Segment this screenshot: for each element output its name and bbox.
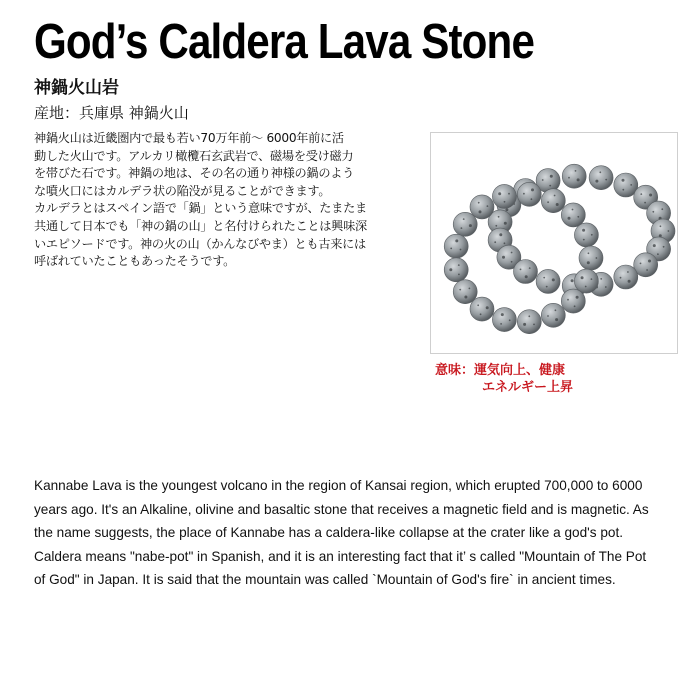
- lava-bead: [579, 246, 603, 270]
- bead-pore: [502, 256, 505, 259]
- description-en-line: years ago. It's an Alkaline, olivine and basaltic stone that receives a magnetic field and is magnetic. As: [34, 501, 649, 517]
- bead-pore: [627, 271, 629, 273]
- bead-pore: [487, 205, 489, 207]
- bead-pore: [585, 286, 587, 288]
- bead-pore: [577, 178, 580, 181]
- bead-pore: [550, 175, 553, 178]
- bead-pore: [480, 313, 482, 315]
- description-jp-line: を帯びた石です。神鍋の地は、その名の通り神様の鍋のよう: [34, 166, 354, 181]
- bead-pore: [494, 241, 496, 243]
- bead-pore: [504, 201, 506, 203]
- bead-pore: [543, 277, 545, 279]
- bead-pore: [523, 193, 525, 195]
- bead-pore: [486, 306, 489, 309]
- bead-pore: [577, 216, 579, 218]
- bead-pore: [640, 193, 642, 195]
- bead-pore: [449, 268, 452, 271]
- bead-pore: [508, 193, 510, 195]
- bead-pore: [622, 179, 625, 182]
- bead-pore: [531, 188, 534, 191]
- bead-pore: [587, 261, 590, 264]
- bead-pore: [657, 253, 659, 255]
- lava-bead: [453, 280, 477, 304]
- bead-pore: [581, 276, 584, 279]
- bead-pore: [463, 218, 465, 220]
- bead-pore: [668, 230, 670, 232]
- bead-pore: [505, 208, 508, 211]
- bead-pore: [663, 246, 665, 248]
- bead-pore: [555, 309, 557, 311]
- lava-bead: [492, 308, 516, 332]
- bead-pore: [591, 234, 593, 236]
- bead-pore: [575, 170, 577, 172]
- lava-bead: [453, 212, 477, 236]
- bead-pore: [588, 252, 590, 254]
- bead-pore: [555, 318, 558, 321]
- bead-pore: [549, 185, 551, 187]
- description-jp: [34, 130, 429, 271]
- bead-pore: [469, 288, 471, 290]
- lava-bead: [562, 164, 586, 188]
- bead-pore: [464, 296, 467, 299]
- bead-pore: [620, 277, 622, 279]
- bead-pore: [500, 323, 502, 325]
- bead-pore: [450, 248, 452, 250]
- bead-pore: [552, 278, 555, 281]
- lava-bead: [517, 182, 541, 206]
- bead-pore: [605, 286, 607, 288]
- lava-bead: [614, 265, 638, 289]
- bead-pore: [576, 296, 579, 299]
- bead-pore: [479, 210, 482, 213]
- bead-pore: [460, 249, 462, 251]
- description-jp-line: 共通して日本でも「神の鍋の山」と名付けられたことは興味深: [34, 218, 367, 233]
- bead-pore: [599, 171, 601, 173]
- bead-pore: [568, 177, 570, 179]
- description-en-line: Kannabe Lava is the youngest volcano in the region of Kansai region, which erupted 700,000 to 6000: [34, 478, 643, 493]
- bead-pore: [596, 257, 598, 259]
- bead-pore: [595, 180, 598, 183]
- bead-pore: [499, 233, 502, 236]
- bead-pore: [646, 269, 648, 271]
- lava-bead: [444, 234, 468, 258]
- description-jp-line: な噴火口にはカルデラ状の陥没が見ることができます。: [34, 183, 331, 198]
- lava-bead: [574, 223, 598, 247]
- bead-pore: [498, 216, 500, 218]
- bead-pore: [547, 201, 549, 203]
- bead-pore: [571, 279, 574, 282]
- bead-pore: [622, 189, 624, 191]
- bead-pore: [582, 229, 585, 232]
- lava-bead: [561, 203, 585, 227]
- description-en-line: the name suggests, the place of Kannabe has a caldera-like collapse at the crater like a god's pot.: [34, 525, 623, 541]
- bead-pore: [567, 299, 569, 301]
- origin-label: 産地：兵庫県 神鍋火山: [34, 104, 189, 122]
- bead-pore: [501, 313, 504, 316]
- bead-pore: [523, 323, 526, 326]
- lava-bead: [514, 260, 538, 284]
- bead-pore: [605, 179, 607, 181]
- bead-pore: [458, 264, 460, 266]
- bead-pore: [455, 239, 458, 242]
- lava-bead: [574, 269, 598, 293]
- bead-pore: [652, 211, 654, 213]
- lava-bead: [470, 297, 494, 321]
- bead-pore: [498, 192, 501, 195]
- bead-pore: [661, 208, 663, 210]
- lava-bead: [561, 289, 585, 313]
- lava-bead: [541, 303, 565, 327]
- lava-bead: [492, 184, 516, 208]
- lava-bead: [444, 258, 468, 282]
- bead-pore: [547, 315, 549, 317]
- bead-pore: [531, 198, 533, 200]
- description-jp-line: いエピソードです。神の火の山（かんなびやま）とも古来には: [34, 236, 366, 251]
- bead-pore: [630, 184, 632, 186]
- description-jp-line: 呼ばれていたこともあったそうです。: [34, 254, 235, 269]
- bead-pore: [458, 274, 460, 276]
- description-en-line: Caldera means "nabe-pot" in Spanish, and it is an interesting fact that it’ s called "Mountain of The Pot: [34, 548, 647, 564]
- bead-pore: [644, 202, 646, 204]
- bead-pore: [591, 278, 593, 280]
- bead-pore: [556, 203, 559, 206]
- bead-pore: [509, 319, 511, 321]
- meaning-line-2: エネルギー上昇: [482, 380, 574, 395]
- product-title: God’s Caldera Lava Stone: [34, 15, 535, 69]
- bead-pore: [525, 275, 528, 278]
- lava-bead: [517, 310, 541, 334]
- bead-pore: [542, 179, 544, 181]
- lava-bead: [589, 166, 613, 190]
- bead-pore: [459, 289, 461, 291]
- bead-pore: [511, 261, 513, 263]
- meaning-line-1: 意味：運気向上、健康: [435, 363, 566, 378]
- bead-pore: [546, 286, 548, 288]
- bead-pore: [504, 242, 506, 244]
- bead-pore: [520, 269, 522, 271]
- bracelet-image: [431, 133, 677, 353]
- bead-pore: [660, 225, 662, 227]
- bead-pore: [572, 209, 574, 211]
- bead-pore: [600, 278, 602, 280]
- bead-pore: [653, 244, 656, 247]
- bead-pore: [648, 260, 651, 263]
- bead-pore: [529, 267, 531, 269]
- bead-pore: [504, 222, 507, 225]
- bead-pore: [568, 217, 571, 220]
- description-en-line: of God" in Japan. It is said that the mountain was called `Mountain of God's fire` in ancient times.: [34, 572, 616, 588]
- bead-pore: [583, 239, 585, 241]
- bead-pore: [533, 324, 535, 326]
- lava-bead: [470, 195, 494, 219]
- lava-bead: [541, 189, 565, 213]
- bead-pore: [495, 225, 497, 227]
- description-en: [34, 474, 674, 592]
- description-jp-line: カルデラとはスペイン語で「鍋」という意味ですが、たまたま: [34, 201, 367, 216]
- product-photo: [430, 132, 678, 354]
- meaning-caption: [435, 362, 573, 396]
- bead-pore: [640, 263, 642, 265]
- bead-pore: [511, 252, 513, 254]
- bead-pore: [477, 304, 479, 306]
- bead-pore: [649, 194, 652, 197]
- description-jp-line: 動した火山です。アルカリ橄欖石玄武岩で、磁場を受け磁力: [34, 148, 354, 163]
- bead-pore: [574, 305, 576, 307]
- bead-pore: [478, 202, 480, 204]
- bead-pore: [461, 227, 463, 229]
- bead-pore: [528, 315, 530, 317]
- bead-pore: [628, 280, 631, 283]
- bead-pore: [554, 195, 556, 197]
- product-subtitle-jp: 神鍋火山岩: [34, 78, 119, 98]
- bead-pore: [469, 224, 472, 227]
- description-jp-line: 神鍋火山は近畿圏内で最も若い70万年前～ 6000年前に活: [34, 131, 344, 145]
- lava-bead: [536, 269, 560, 293]
- bracelet-front-ring: [444, 182, 603, 333]
